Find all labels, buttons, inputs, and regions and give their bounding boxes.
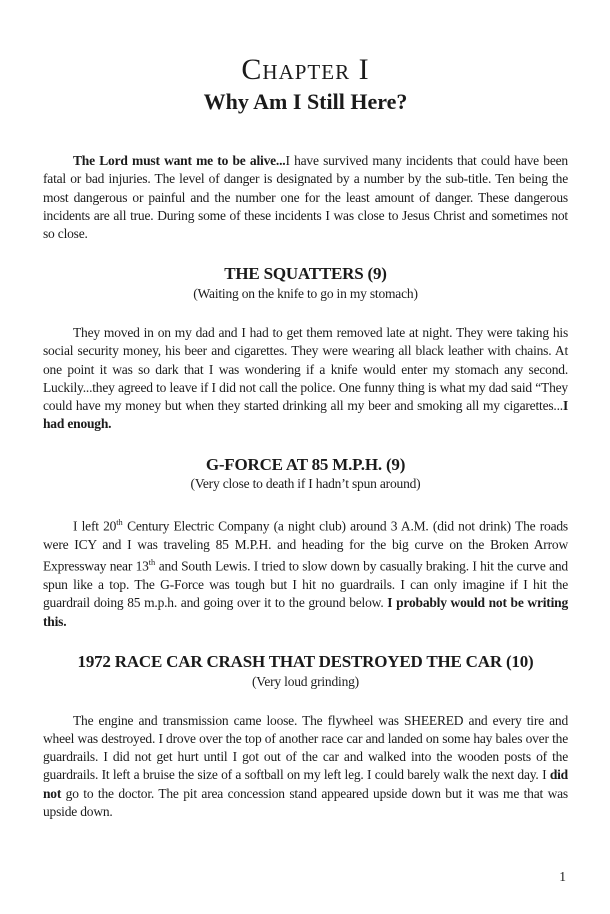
page-number: 1 <box>559 869 566 884</box>
section-paragraph: I left 20th Century Electric Company (a night club) around 3 A.M. (did not drink) The roads were ICY and I was traveling 85 M.P.H. and heading for the big curve on the Broken Arrow Expressway near 13th and South Lewis. I tried to slow down by casually braking. I hit the curve and spun like a top. The G-Force was tough but I hit no guardrails. I can only imagine if I hit the guardrail doing 85 m.p.h. and going over it to the ground below. I probably would not be writing this. <box>43 518 569 629</box>
section-subheading: (Very loud grinding) <box>252 673 359 689</box>
section-squatters <box>43 263 568 433</box>
section-race-car-crash <box>43 651 568 821</box>
section-paragraph: The engine and transmission came loose. The flywheel was SHEERED and every tire and wheel was destroyed. I drove over the top of another race car and landed on some hay bales over the guardrails. I did not get hurt until I got out of the car and walked into the wooden posts of the guardrails. It left a bruise the size of a softball on my left leg. I could barely walk the next day. I did not go to the doctor. The pit area concession stand appeared upside down but it was me that was upside down. <box>43 712 568 820</box>
section-subheading: (Waiting on the knife to go in my stomach) <box>193 285 418 301</box>
section-heading: THE SQUATTERS (9) <box>224 264 387 284</box>
section-g-force <box>43 454 568 631</box>
section-heading: 1972 RACE CAR CRASH THAT DESTROYED THE CAR (10) <box>77 652 534 672</box>
section-paragraph: They moved in on my dad and I had to get them removed late at night. They were taking his social security money, his beer and cigarettes. They were wearing all black leather with chains. At one point it was so dark that I was wondering if a knife would enter my stomach any second. Luckily...they agreed to leave if I did not call the police. One funny thing is what my dad said “They could have my money but when they started drinking all my beer and smoking all my cigarettes...I had enough. <box>43 324 568 432</box>
chapter-title: Chapter I <box>241 53 370 86</box>
section-heading: G-FORCE AT 85 M.P.H. (9) <box>205 454 406 474</box>
intro-paragraph: The Lord must want me to be alive...I have survived many incidents that could have been fatal or bad injuries. The level of danger is designated by a number by the sub-title. Ten being the most dangerous or painful and the number one for the least amount of danger. These dangerous incidents are all true. During some of these incidents I was close to Jesus Christ and sometimes not so close. <box>43 153 568 242</box>
section-subheading: (Very close to death if I hadn’t spun around) <box>190 476 421 492</box>
chapter-subtitle: Why Am I Still Here? <box>203 89 408 114</box>
